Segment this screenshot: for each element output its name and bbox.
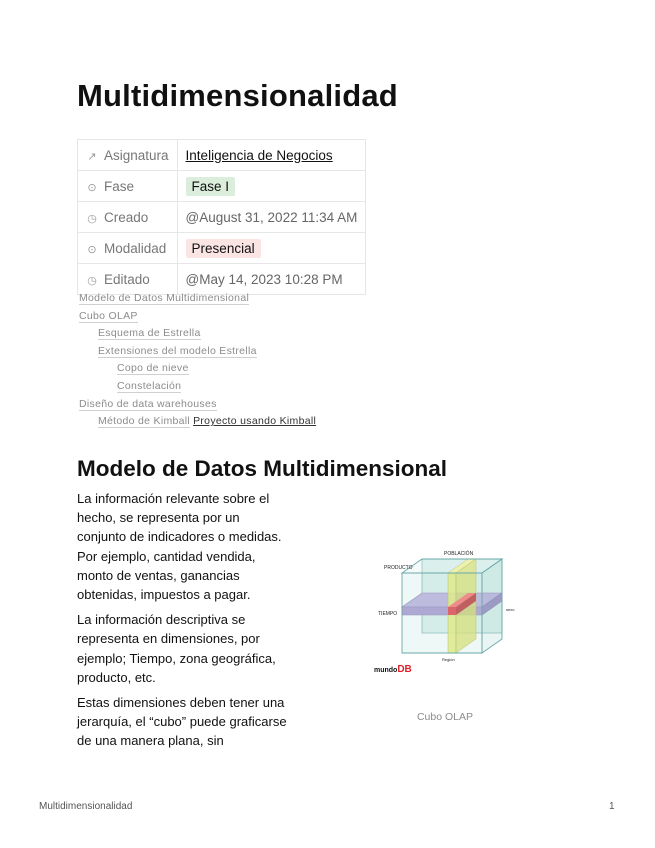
table-of-contents	[79, 290, 316, 431]
poblacion-label: POBLACIÓN	[444, 551, 474, 557]
figure-caption: Cubo OLAP	[416, 711, 474, 723]
select-icon: ⊙	[87, 181, 97, 194]
page-title: Multidimensionalidad	[77, 78, 398, 113]
clock-icon: ◷	[87, 274, 97, 287]
property-row[interactable]	[78, 171, 366, 202]
properties-table	[77, 139, 366, 295]
toc-item[interactable]: Método de Kimball	[98, 415, 191, 428]
property-row[interactable]	[78, 140, 366, 171]
toc-item[interactable]: Esquema de Estrella	[98, 327, 201, 340]
producto-label: PRODUCTO	[384, 565, 413, 571]
toc-item[interactable]: Cubo OLAP	[79, 309, 138, 322]
property-key: Asignatura	[104, 147, 169, 163]
cube-side-face	[482, 559, 502, 653]
property-key: Editado	[104, 271, 150, 287]
fase-tag[interactable]: Fase I	[186, 177, 236, 196]
toc-item[interactable]: Constelación	[117, 379, 182, 392]
arrow-up-right-icon: ↗	[87, 150, 97, 163]
footer-title: Multidimensionalidad	[39, 801, 133, 812]
property-key: Modalidad	[104, 240, 167, 256]
property-key: Creado	[104, 209, 149, 225]
paragraph: La información relevante sobre el hecho, se representa por un conjunto de indicadores o medidas. Por ejemplo, cantidad vendida, monto de ventas, ganancias obtenidas, impuestos a pagar.	[77, 491, 282, 603]
tiempo-label: TIEMPO	[378, 611, 398, 617]
property-row[interactable]	[78, 202, 366, 233]
property-row[interactable]	[78, 233, 366, 264]
toc-inline-link[interactable]: Proyecto usando Kimball	[193, 415, 317, 428]
toc-item[interactable]: Copo de nieve	[117, 362, 189, 375]
olap-cube-image	[370, 545, 520, 679]
paragraph: Estas dimensiones deben tener una jerarquía, el “cubo” puede graficarse de una manera plana, sin	[77, 695, 287, 749]
cube-front-face	[402, 573, 482, 653]
section-heading: Modelo de Datos Multidimensional	[77, 456, 448, 481]
toc-item[interactable]: Modelo de Datos Multidimensional	[79, 292, 250, 304]
page-number: 1	[609, 801, 615, 812]
property-key: Fase	[104, 178, 135, 194]
modalidad-tag[interactable]: Presencial	[186, 239, 261, 258]
edited-date: @May 14, 2023 10:28 PM	[177, 264, 366, 295]
created-date: @August 31, 2022 11:34 AM	[177, 202, 366, 233]
section-body	[77, 489, 292, 757]
sexo-label: sexo	[506, 607, 515, 612]
mundodb-logo: mundoDB	[374, 664, 412, 675]
paragraph: La información descriptiva se representa en dimensiones, por ejemplo; Tiempo, zona geográfica, producto, etc.	[77, 612, 276, 685]
toc-item[interactable]: Diseño de data warehouses	[79, 397, 217, 410]
asignatura-link[interactable]: Inteligencia de Negocios	[185, 147, 333, 163]
toc-item[interactable]: Extensiones del modelo Estrella	[98, 344, 257, 357]
select-icon: ⊙	[87, 243, 97, 256]
clock-icon: ◷	[87, 212, 97, 225]
region-label: Región	[442, 657, 455, 662]
